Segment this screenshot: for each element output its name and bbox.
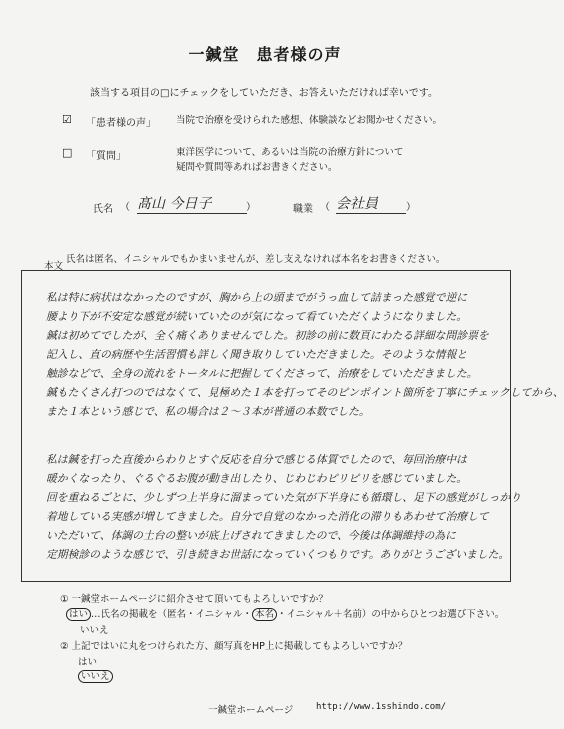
question-description-2: 疑問や質問等あればお書きください。 [176,162,338,173]
body-line: また１本という感じで、私の場合は２〜３本が普通の本数でした。 [46,405,370,418]
honbun-label: 本文 [44,261,64,272]
footer-url[interactable]: http://www.1sshindo.com/ [316,702,447,712]
occupation-paren-open: （ [320,202,330,213]
body-line: 触診などで、全身の流れをトータルに把握してくださって、治療をしていただきました。 [46,367,478,380]
name-paren-close: ） [246,202,256,213]
checkbox-question[interactable]: □ [62,146,73,159]
question-1: ① 一鍼堂ホームページに紹介させて頂いてもよろしいですか？ [60,594,328,605]
occupation-label: 職業 [293,204,313,215]
name-note: 氏名は匿名、イニシャルでもかまいませんが、差し支えなければ本名をお書きください。 [66,254,446,265]
body-line: 着地している実感が増してきました。自分で自覚のなかった消化の滞りもあわせて治療して [46,510,489,523]
voice-description: 当院で治療を受けられた感想、体験談などお聞かせください。 [176,115,443,126]
body-line: 定期検診のような感じで、引き続きお世話になっていくつもりです。ありがとうございました。 [46,548,510,561]
occupation-paren-close: ） [406,202,416,213]
body-line: いただいて、体調の土台の整いが底上げされてきましたので、今後は体調維持の為に [46,529,456,542]
question-2-no-option[interactable]: いいえ [78,670,113,683]
intro-text: 該当する項目の□にチェックをしていただき、お答えいただければ幸いです。 [90,88,438,99]
body-line: 私は鍼を打った直後からわりとすぐ反応を自分で感じる体質でしたので、毎回治療中は [46,453,467,466]
body-line: 暖かくなったり、ぐるぐるお腹が動き出したり、じわじわピリピリを感じていました。 [46,472,468,485]
label-voice: 「患者様の声」 [86,118,156,129]
body-line: 記入し、直の病歴や生活習慣も詳しく聞き取りしていただきました。そのような情報と [46,348,468,361]
page-title: 一鍼堂 患者様の声 [188,45,342,64]
checkbox-voice[interactable]: ☑ [62,113,72,126]
body-line: 鍼もたくさん打つのではなくて、見極めた１本を打ってそのピンポイント箇所を丁寧にチェックしてから、 [46,386,564,399]
question-1-yes-tail: ・イニシャル＋名前）の中からひとつお選び下さい。 [276,609,505,620]
question-1-yes-row [66,606,504,621]
question-1-no-option[interactable]: いいえ [80,625,109,636]
question-description-1: 東洋医学について、あるいは当院の治療方針について [176,147,404,158]
question-1-selected-option[interactable]: 本名 [252,608,277,621]
name-field[interactable]: 髙山 今日子 [137,193,247,214]
body-line: 腰より下が不安定な感覚が続いていたのが気になって看ていただくようになりました。 [46,310,468,323]
question-2: ② 上記ではいに丸をつけられた方、顔写真をHP上に掲載してもよろしいですか？ [60,641,408,652]
name-label: 氏名 [93,204,113,215]
body-line: 鍼は初めてでしたが、全く痛くありませんでした。初診の前に数頁にわたる詳細な問診票を [46,329,489,342]
question-1-yes-suffix: …氏名の掲載を（匿名・イニシャル・ [91,609,252,620]
question-2-yes-option[interactable]: はい [78,657,98,668]
question-1-yes-option[interactable]: はい [66,608,91,621]
body-line: 私は特に病状はなかったのですが、胸から上の頭までがうっ血して詰まった感覚で逆に [46,291,468,304]
occupation-field[interactable]: 会社員 [336,193,406,214]
body-line: 回を重ねるごとに、少しずつ上半身に溜まっていた気が下半身にも循環し、足下の感覚がしっかり [46,491,522,504]
label-question: 「質問」 [86,151,126,162]
footer-site-label: 一鍼堂ホームページ [208,705,294,716]
name-paren-open: （ [120,202,130,213]
